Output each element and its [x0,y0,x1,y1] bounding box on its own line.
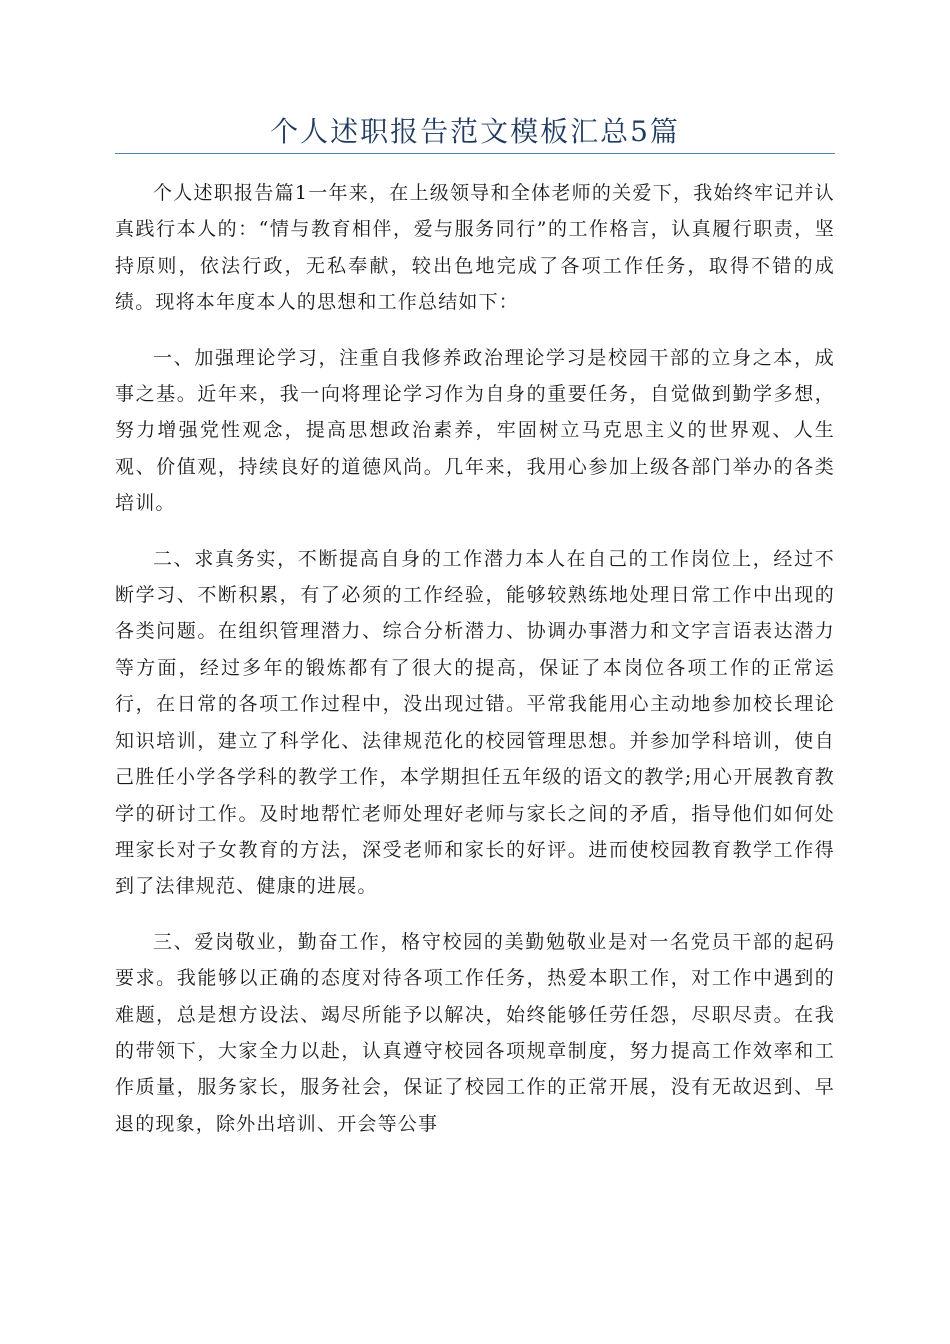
paragraph-3: 二、求真务实，不断提高自身的工作潜力本人在自己的工作岗位上，经过不断学习、不断积累，有了必须的工作经验，能够较熟练地处理日常工作中出现的各类问题。在组织管理潜力、综合分析潜力、协调办事潜力和文字言语表达潜力等方面，经过多年的锻炼都有了很大的提高，保证了本岗位各项工作的正常运行，在日常的各项工作过程中，没出现过错。平常我能用心主动地参加校长理论知识培训，建立了科学化、法律规范化的校园管理思想。并参加学科培训，使自己胜任小学各学科的教学工作，本学期担任五年级的语文的教学;用心开展教育教学的研讨工作。及时地帮忙老师处理好老师与家长之间的矛盾，指导他们如何处理家长对子女教育的方法，深受老师和家长的好评。进而使校园教育教学工作得到了法律规范、健康的进展。 [115,547,835,898]
document-body [115,175,835,1161]
paragraph-2: 一、加强理论学习，注重自我修养政治理论学习是校园干部的立身之本，成事之基。近年来，我一向将理论学习作为自身的重要任务，自觉做到勤学多想，努力增强党性观念，提高思想政治素养，牢固树立马克思主义的世界观、人生观、价值观，持续良好的道德风尚。几年来，我用心参加上级各部门举办的各类培训。 [115,346,835,515]
title-underline [115,153,835,154]
document-title: 个人述职报告范文模板汇总5篇 [270,115,680,148]
paragraph-1: 个人述职报告篇1一年来，在上级领导和全体老师的关爱下，我始终牢记并认真践行本人的：“情与教育相伴，爱与服务同行”的工作格言，认真履行职责，坚持原则，依法行政，无私奉献，较出色地完成了各项工作任务，取得不错的成绩。现将本年度本人的思想和工作总结如下： [115,182,835,314]
paragraph-4: 三、爱岗敬业，勤奋工作，格守校园的美勤勉敬业是对一名党员干部的起码要求。我能够以正确的态度对待各项工作任务，热爱本职工作，对工作中遇到的难题，总是想方设法、竭尽所能予以解决，始终能够任劳任怨，尽职尽责。在我的带领下，大家全力以赴，认真遵守校园各项规章制度，努力提高工作效率和工作质量，服务家长，服务社会，保证了校园工作的正常开展，没有无故迟到、早退的现象，除外出培训、开会等公事 [115,930,835,1135]
